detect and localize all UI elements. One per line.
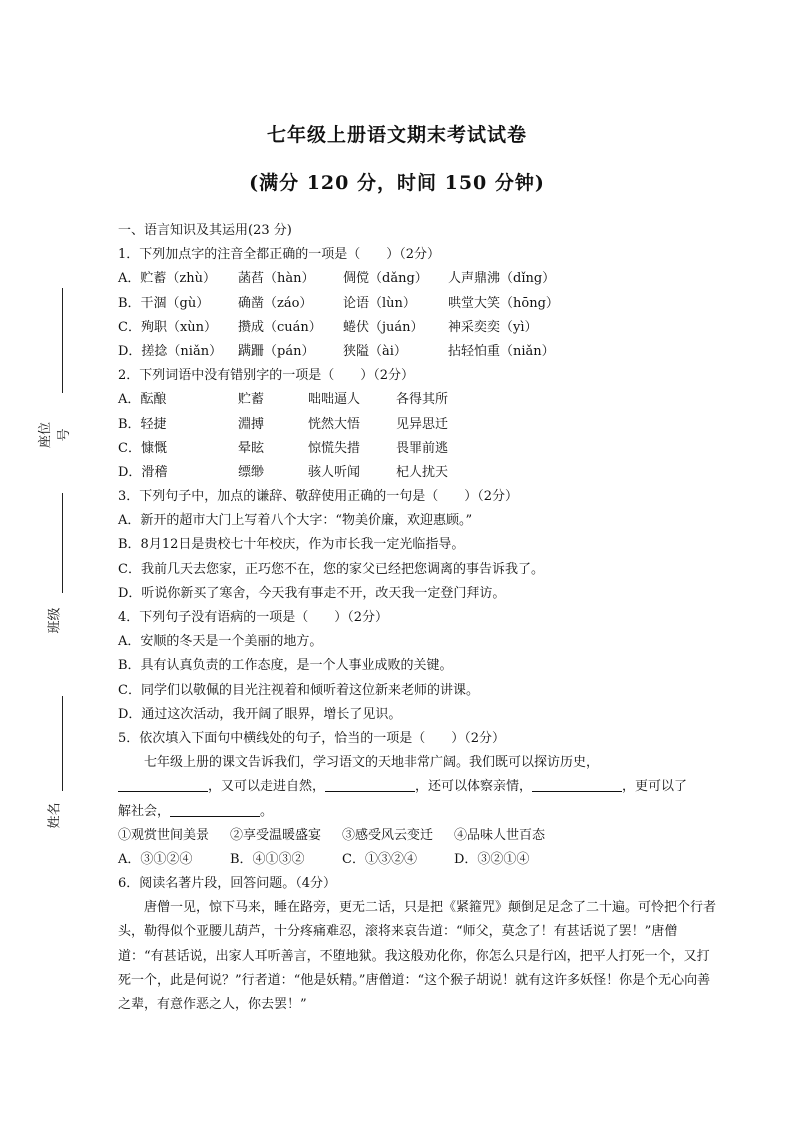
option-part: 贮蓄: [238, 392, 265, 408]
question-1-option-d: [118, 340, 718, 364]
exam-subtitle: (满分 120 分，时间 150 分钟): [249, 172, 545, 194]
option-part: A．酝酿: [118, 392, 167, 408]
option-part: 各得其所: [396, 392, 449, 408]
name-line: [62, 696, 63, 791]
question-2-stem: 2．下列词语中没有错别字的一项是（ ）（2分）: [118, 368, 415, 384]
option-part: 骇人听闻: [308, 464, 361, 480]
choice-item: ①观赏世间美景: [118, 827, 210, 843]
passage-text: ，又可以走进自然，: [208, 779, 326, 795]
option-part: 论语（lùn）: [343, 295, 416, 311]
blank-4[interactable]: [170, 802, 260, 817]
option-part: 惊慌失措: [308, 440, 361, 456]
option-part: D．搓捻（niǎn）: [118, 343, 223, 359]
binding-margin: [40, 288, 70, 833]
blank-3[interactable]: [532, 777, 622, 792]
option-part: 咄咄逼人: [308, 392, 361, 408]
answer-option: D．③②①④: [454, 851, 530, 867]
question-1-option-b: [118, 292, 718, 316]
option-part: 蜷伏（juán）: [343, 319, 424, 335]
question-3-option-a: A．新开的超市大门上写着八个大字：“物美价廉，欢迎惠顾。”: [118, 513, 473, 529]
option-part: 见异思迁: [396, 416, 449, 432]
option-part: 恍然大悟: [308, 416, 361, 432]
question-2-option-c: [118, 437, 718, 461]
option-part: 畏罪前逃: [396, 440, 449, 456]
class-line: [62, 493, 63, 593]
question-1-option-c: [118, 316, 718, 340]
option-part: 晕眩: [238, 440, 265, 456]
answer-option: A．③①②④: [118, 851, 193, 867]
option-part: A．贮蓄（zhù）: [118, 271, 216, 287]
option-part: 倜傥（dǎng）: [343, 271, 428, 287]
question-3-option-c: C．我前几天去您家，正巧您不在，您的家父已经把您调离的事告诉我了。: [118, 561, 544, 577]
question-5-passage-line-1: 七年级上册的课文告诉我们，学习语文的天地非常广阔。我们既可以探访历史，: [144, 755, 600, 771]
question-6-passage: 唐僧一见，惊下马来，睡在路旁，更无二话，只是把《紧箍咒》颠倒足足念了二十遍。可怜把个行者头，勒得似个亚腰儿葫芦，十分疼痛难忍，滚将来哀告道：“师父，莫念了！有甚话说了罢！”唐僧道：“有甚话说，出家人耳听善言，不堕地狱。我这般劝化你，你怎么只是行凶，把平人打死一个，又打死一个，此是何说？”行者道：“他是妖精。”唐僧道：“这个猴子胡说！就有这许多妖怪！你是个无心向善之辈，有意作恶之人，你去罢！”: [118, 900, 717, 1013]
question-4-option-d: D．通过这次活动，我开阔了眼界，增长了见识。: [118, 706, 402, 722]
question-4-option-a: A．安顺的冬天是一个美丽的地方。: [118, 634, 323, 650]
question-6-stem: 6．阅读名著片段，回答问题。（4分）: [118, 876, 337, 892]
section-heading: 一、语言知识及其运用(23 分): [118, 223, 292, 238]
seat-number-label: 座位号: [38, 421, 72, 448]
question-5-passage-line-3: [118, 800, 718, 824]
choice-item: ③感受风云变迁: [342, 827, 434, 843]
question-2-option-b: [118, 413, 718, 437]
option-part: 神采奕奕（yì）: [448, 319, 538, 335]
question-5-passage-line-2: [118, 775, 718, 799]
passage-text: 。: [260, 803, 274, 819]
blank-1[interactable]: [118, 777, 208, 792]
choice-item: ④品味人世百态: [454, 827, 546, 843]
option-part: 蹒跚（pán）: [238, 343, 315, 359]
question-3-option-b: B．8月12日是贵校七十年校庆，作为市长我一定光临指导。: [118, 537, 465, 553]
blank-2[interactable]: [325, 777, 415, 792]
question-3-stem: 3．下列句子中，加点的谦辞、敬辞使用正确的一句是（ ）（2分）: [118, 489, 519, 505]
question-4-option-c: C．同学们以敬佩的目光注视着和倾听着这位新来老师的讲课。: [118, 682, 479, 698]
option-part: 拈轻怕重（niǎn）: [448, 343, 555, 359]
question-4-option-b: B．具有认真负责的工作态度，是一个人事业成败的关键。: [118, 658, 453, 674]
name-field: [40, 696, 70, 836]
question-5-choices: [118, 824, 718, 848]
answer-option: B．④①③②: [230, 851, 305, 867]
option-part: 缥缈: [238, 464, 265, 480]
name-label: 姓名: [47, 802, 63, 829]
question-5-stem: 5．依次填入下面句中横线处的句子，恰当的一项是（ ）（2分）: [118, 730, 506, 746]
answer-option: C．①③②④: [342, 851, 417, 867]
passage-text: ，还可以体察亲情，: [415, 779, 533, 795]
option-part: 杞人扰天: [396, 464, 449, 480]
option-part: C．慷慨: [118, 440, 167, 456]
option-part: C．殉职（xùn）: [118, 319, 218, 335]
question-3-option-d: D．听说你新买了寒舍，今天我有事走不开，改天我一定登门拜访。: [118, 585, 506, 601]
exam-title: 七年级上册语文期末考试试卷: [266, 124, 527, 146]
question-1-stem: 1．下列加点字的注音全都正确的一项是（ ）（2分）: [118, 247, 441, 263]
option-part: 淵搏: [238, 416, 265, 432]
question-5-answers: [118, 848, 718, 872]
option-part: 菡萏（hàn）: [238, 271, 315, 287]
option-part: 攒成（cuán）: [238, 319, 322, 335]
question-4-stem: 4．下列句子没有语病的一项是（ ）（2分）: [118, 610, 389, 625]
question-2-option-d: [118, 461, 718, 485]
question-1-option-a: [118, 267, 718, 291]
choice-item: ②享受温暖盛宴: [230, 827, 322, 843]
passage-text: 解社会，: [118, 803, 171, 819]
option-part: B．轻捷: [118, 416, 167, 432]
option-part: 人声鼎沸（dǐng）: [448, 271, 556, 287]
exam-content: [118, 219, 718, 1017]
option-part: 确凿（záo）: [238, 295, 313, 311]
option-part: 狭隘（ài）: [343, 343, 407, 359]
option-part: B．干涸（gù）: [118, 295, 210, 311]
seat-number-field: [40, 288, 70, 450]
option-part: D．滑稽: [118, 464, 168, 480]
class-label: 班级: [47, 607, 63, 634]
option-part: 哄堂大笑（hōng）: [448, 295, 559, 311]
question-2-option-a: [118, 388, 718, 412]
seat-number-line: [62, 288, 63, 393]
passage-text: ，更可以了: [622, 779, 688, 795]
class-field: [40, 493, 70, 643]
